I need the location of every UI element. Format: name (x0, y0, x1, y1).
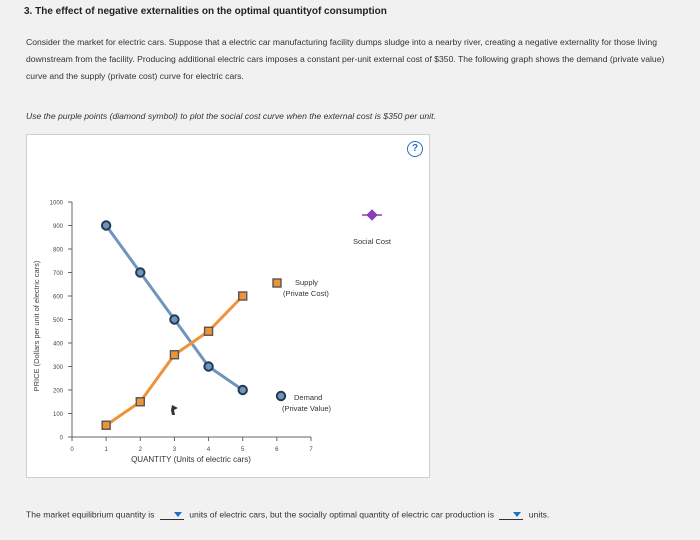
y-tick-label: 800 (52, 247, 63, 254)
demand-label: Demand (294, 393, 323, 402)
x-tick-label: 4 (206, 447, 211, 453)
market-quantity-dropdown[interactable] (160, 509, 184, 520)
graph-panel (26, 134, 430, 478)
y-tick-label: 200 (52, 388, 63, 395)
y-axis-label: PRICE (Dollars per unit of electric cars) (32, 260, 41, 392)
x-tick-label: 0 (70, 447, 74, 453)
answer-sentence (26, 509, 549, 520)
instruction-text: Use the purple points (diamond symbol) to plot the social cost curve when the external cost is $350 per unit. (26, 111, 436, 121)
question-title: 3. The effect of negative externalities on the optimal quantityof consumption (24, 6, 387, 17)
y-tick-label: 100 (52, 412, 63, 418)
x-tick-label: 5 (241, 447, 245, 453)
answer-text-1: The market equilibrium quantity is (26, 509, 155, 520)
y-tick-label: 300 (52, 365, 63, 371)
y-tick-label: 0 (59, 435, 63, 442)
y-tick-label: 700 (52, 271, 63, 277)
x-tick-label: 7 (309, 447, 313, 453)
y-tick-label: 500 (52, 318, 63, 324)
x-tick-label: 6 (275, 447, 279, 453)
question-text: Consider the market for electric cars. Suppose that a electric car manufacturing facility dumps sludge into a nearby river, creating a negative externality for those living downstream from the facility. Producing additional electric cars imposes a constant per-unit external cost of $350. The following graph shows the demand (private value) curve and the supply (private cost) curve for electric cars. (26, 37, 665, 81)
chevron-down-icon (513, 512, 521, 517)
x-tick-label: 1 (104, 447, 108, 453)
x-axis-label: QUANTITY (Units of electric cars) (131, 455, 251, 464)
y-tick-label: 900 (52, 224, 63, 230)
x-tick-label: 3 (172, 447, 177, 453)
demand-label-sub: (Private Value) (282, 404, 332, 413)
optimal-quantity-dropdown[interactable] (499, 509, 523, 520)
chevron-down-icon (174, 512, 182, 517)
supply-label: Supply (295, 278, 318, 287)
x-tick-label: 2 (138, 447, 142, 453)
supply-label-sub: (Private Cost) (283, 289, 329, 298)
y-tick-label: 1000 (49, 200, 63, 207)
y-tick-label: 600 (52, 294, 63, 301)
help-icon[interactable]: ? (407, 141, 423, 157)
answer-text-3: units. (528, 509, 550, 520)
answer-text-2: units of electric cars, but the socially optimal quantity of electric car production is (189, 509, 495, 520)
social-cost-label: Social Cost (353, 237, 391, 246)
y-tick-label: 400 (52, 341, 63, 348)
